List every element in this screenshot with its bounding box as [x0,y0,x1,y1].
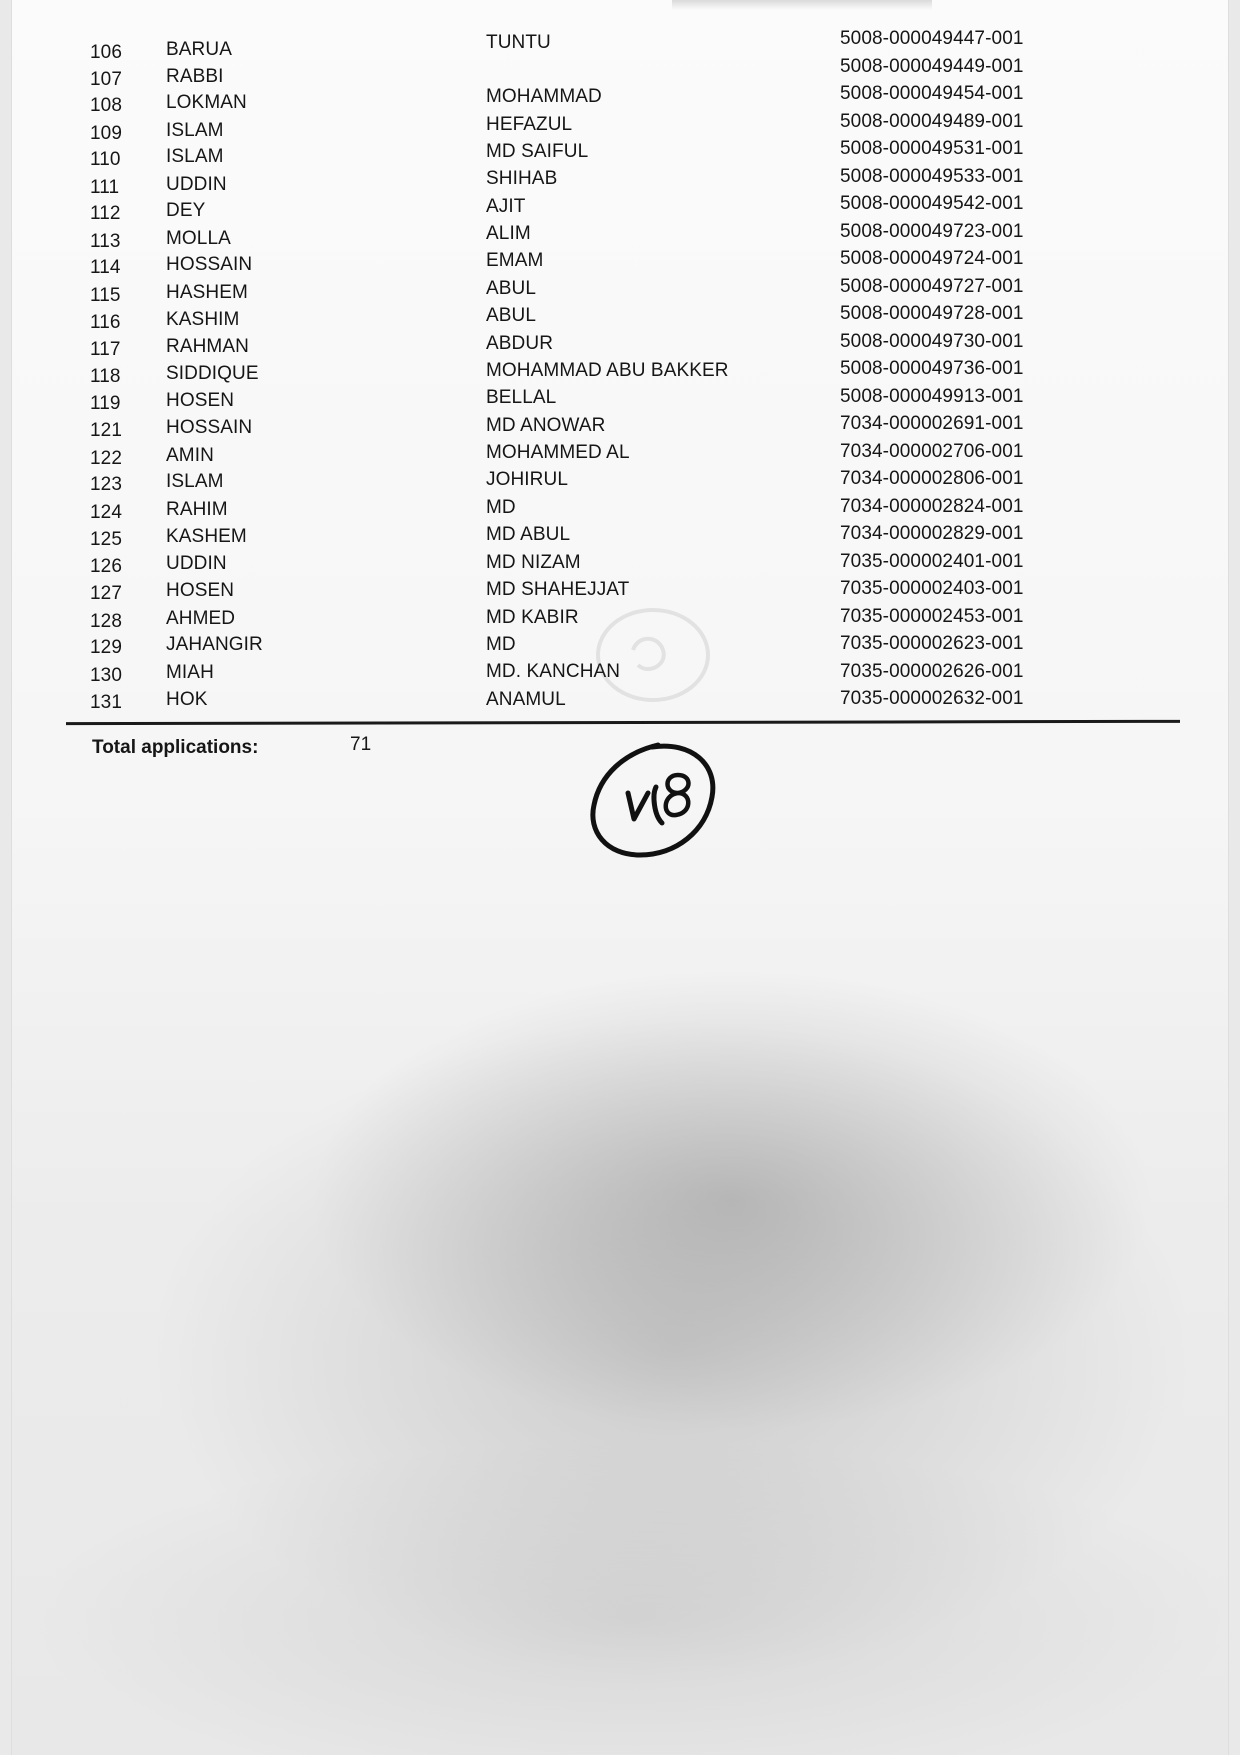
row-last-name: HOSSAIN [166,417,253,438]
row-number: 121 [90,420,123,441]
row-last-name: UDDIN [166,552,227,574]
row-number: 122 [90,447,123,469]
table-row [12,330,1228,360]
row-number: 110 [90,149,121,170]
row-last-name: RABBI [166,65,224,87]
row-number: 129 [90,637,123,658]
row-last-name: HOSSAIN [166,254,253,275]
table-row [12,468,1228,496]
page-top-shadow [672,0,932,10]
row-last-name: ISLAM [166,146,224,167]
table-row [12,193,1228,224]
row-application-id: 5008-000049913-001 [840,385,1024,407]
row-application-id: 7034-000002691-001 [840,413,1024,434]
total-applications-label: Total applications: [92,737,259,758]
row-number: 116 [90,312,121,333]
row-first-name: AJIT [486,195,526,217]
row-application-id: 7035-000002453-001 [840,605,1024,627]
row-number: 128 [90,610,123,632]
row-number: 108 [90,95,123,116]
row-last-name: HOK [166,689,208,710]
row-number: 111 [90,176,120,198]
document-page [12,0,1228,1755]
row-application-id: 7035-000002401-001 [840,550,1024,572]
row-last-name: RAHMAN [166,335,249,357]
row-last-name: KASHIM [166,309,240,330]
row-first-name: SHIHAB [486,168,558,190]
row-last-name: HOSEN [166,389,235,411]
row-number: 106 [90,42,123,63]
row-application-id: 7034-000002824-001 [840,495,1024,517]
row-last-name: RAHIM [166,498,228,520]
row-application-id: 5008-000049723-001 [840,220,1024,242]
row-last-name: UDDIN [166,173,227,195]
row-application-id: 5008-000049542-001 [840,193,1024,214]
row-last-name: BARUA [166,39,232,60]
row-number: 119 [90,392,121,414]
table-row [12,275,1228,306]
row-application-id: 5008-000049724-001 [840,248,1024,269]
row-number: 124 [90,501,123,523]
row-application-id: 7035-000002626-001 [840,660,1024,682]
table-row [12,220,1228,252]
row-number: 114 [90,257,121,278]
row-application-id: 5008-000049728-001 [840,303,1024,324]
row-number: 117 [90,338,121,360]
row-first-name: HEFAZUL [486,113,573,135]
row-first-name: MD ANOWAR [486,414,606,436]
row-number: 113 [90,230,121,252]
row-application-id: 5008-000049727-001 [840,275,1024,297]
table-bottom-rule [66,720,1180,725]
row-first-name: MD. KANCHAN [486,661,621,683]
row-first-name: MD [486,633,516,655]
row-number: 125 [90,529,123,550]
row-application-id: 5008-000049449-001 [840,55,1024,77]
row-last-name: AHMED [166,607,236,629]
row-first-name: MD [486,496,516,518]
table-row [12,440,1228,469]
row-first-name: MD SHAHEJJAT [486,579,630,601]
row-first-name: MOHAMMAD ABU BAKKER [486,360,729,381]
row-last-name: MIAH [166,661,214,683]
table-row [12,55,1228,90]
table-row [12,495,1228,524]
row-application-id: 7034-000002706-001 [840,440,1024,462]
row-first-name: JOHIRUL [486,469,568,491]
row-first-name: ALIM [486,223,531,245]
row-last-name: AMIN [166,444,214,466]
row-first-name: TUNTU [486,31,551,53]
row-first-name: MD SAIFUL [486,140,589,162]
row-first-name: ABDUR [486,332,554,354]
row-last-name: KASHEM [166,526,247,547]
row-application-id: 7035-000002403-001 [840,578,1024,599]
row-application-id: 5008-000049730-001 [840,330,1024,352]
row-number: 123 [90,474,123,495]
table-row [12,248,1228,278]
row-last-name: ISLAM [166,471,224,492]
table-row [12,138,1228,170]
row-application-id: 5008-000049531-001 [840,138,1024,159]
row-application-id: 5008-000049736-001 [840,358,1024,379]
row-number: 115 [90,284,121,306]
row-last-name: HASHEM [166,281,248,303]
row-number: 131 [90,692,123,713]
row-first-name: MD ABUL [486,524,571,546]
table-row [12,385,1228,414]
row-first-name: MOHAMMAD [486,86,602,108]
row-last-name: ISLAM [166,119,224,141]
row-number: 126 [90,555,123,577]
row-number: 107 [90,68,123,90]
row-first-name: ABUL [486,305,537,327]
row-number: 118 [90,366,121,387]
row-first-name: MD KABIR [486,606,579,628]
row-first-name: MD NIZAM [486,551,581,573]
row-last-name: DEY [166,200,206,221]
row-number: 127 [90,583,123,604]
table-row [12,413,1228,441]
table-row [12,550,1228,579]
table-row [12,165,1228,198]
row-last-name: LOKMAN [166,92,247,113]
row-last-name: HOSEN [166,580,235,601]
row-first-name: ABUL [486,277,537,299]
row-first-name: ANAMUL [486,688,566,710]
row-application-id: 5008-000049533-001 [840,165,1024,187]
faint-stamp-bleed-through [588,600,718,710]
row-application-id: 5008-000049447-001 [840,28,1024,49]
table-row [12,303,1228,333]
row-application-id: 5008-000049454-001 [840,83,1024,104]
row-first-name: EMAM [486,250,544,272]
table-row [12,358,1228,387]
row-last-name: SIDDIQUE [166,363,259,384]
row-application-id: 7035-000002623-001 [840,633,1024,654]
total-applications-value: 71 [350,734,372,755]
row-number: 112 [90,203,121,224]
row-application-id: 7034-000002829-001 [840,523,1024,544]
row-first-name: BELLAL [486,387,557,409]
row-last-name: JAHANGIR [166,634,263,655]
handwritten-page-mark [582,735,722,865]
row-application-id: 7035-000002632-001 [840,688,1024,709]
table-row [12,523,1228,551]
row-first-name: MOHAMMED AL [486,442,630,464]
row-number: 109 [90,122,123,144]
table-row [12,83,1228,116]
table-row [12,28,1228,63]
table-row [12,110,1228,144]
row-last-name: MOLLA [166,227,231,249]
row-number: 130 [90,664,123,686]
row-application-id: 5008-000049489-001 [840,110,1024,132]
row-application-id: 7034-000002806-001 [840,468,1024,489]
